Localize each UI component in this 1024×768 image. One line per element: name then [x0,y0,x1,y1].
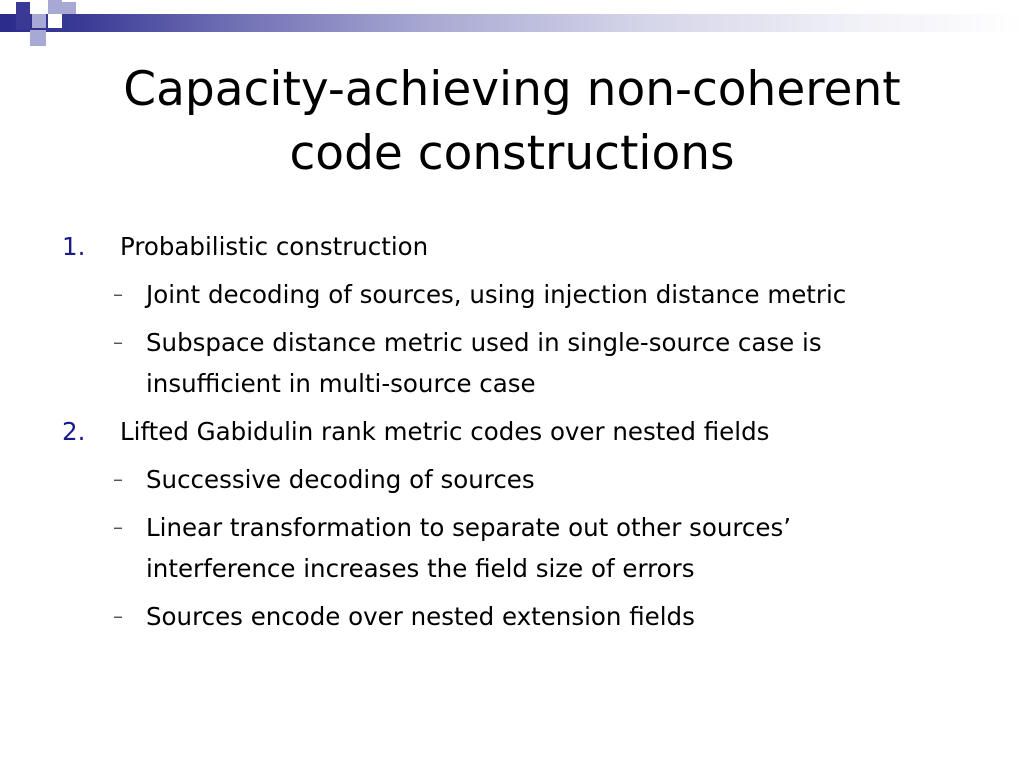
numbered-item [0,411,1024,452]
dash-bullet: – [113,282,123,306]
header-square-decoration [30,30,46,46]
sub-item-text: Sources encode over nested extension fields [146,602,695,631]
item-number: 1. [62,232,86,261]
sub-item [0,274,1024,315]
sub-item-text-line1: Linear transformation to separate out other sources’ [146,513,791,542]
item-text: Probabilistic construction [120,232,429,261]
sub-item-text [146,322,966,404]
dash-bullet: – [113,604,123,628]
sub-item-text: Joint decoding of sources, using injection distance metric [146,280,847,309]
slide-body [0,226,1024,637]
sub-item [0,322,1024,404]
header-square-decoration [32,14,46,28]
header-square-decoration [16,14,30,30]
sub-item-text-line1: Subspace distance metric used in single-source case is [146,328,822,357]
dash-bullet: – [113,515,123,539]
sub-item-text-line2: interference increases the field size of errors [146,554,695,583]
sub-item-text: Successive decoding of sources [146,465,535,494]
header-square-decoration [62,2,76,14]
slide-title [40,58,984,186]
sub-item [0,596,1024,637]
slide-title-line2: code constructions [289,126,735,181]
dash-bullet: – [113,467,123,491]
header-gradient-band [0,14,1024,32]
sub-item-text [146,507,966,589]
numbered-item [0,226,1024,267]
item-text: Lifted Gabidulin rank metric codes over nested fields [120,417,770,446]
slide-title-line1: Capacity-achieving non-coherent [123,62,901,117]
dash-bullet: – [113,330,123,354]
sub-item-text-line2: insufficient in multi-source case [146,369,536,398]
sub-item [0,459,1024,500]
header-square-decoration [48,0,62,14]
item-number: 2. [62,417,86,446]
sub-item [0,507,1024,589]
header-square-decoration [48,14,62,28]
